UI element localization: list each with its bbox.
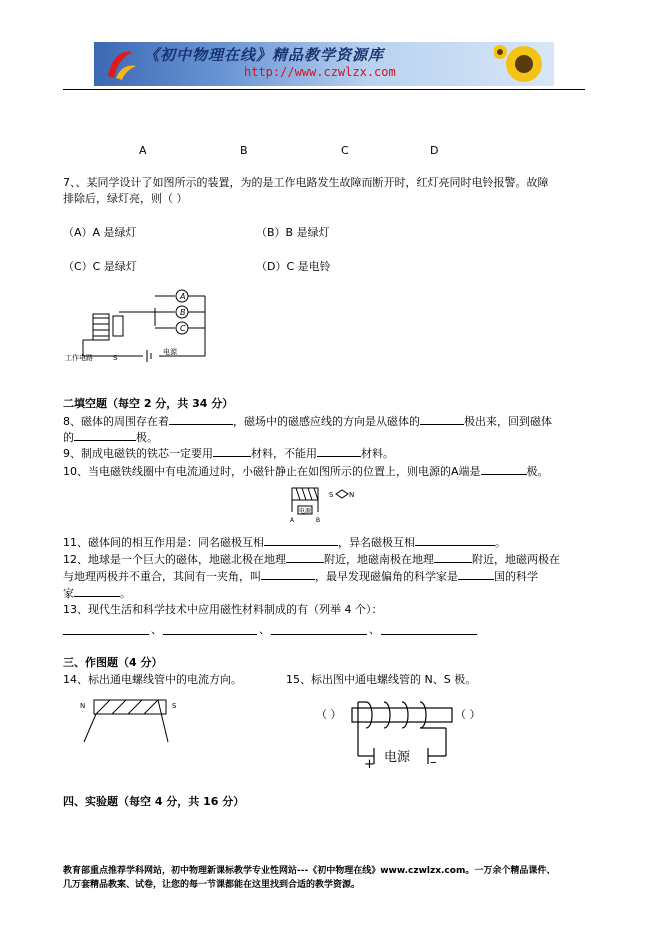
q11-blank-2[interactable] <box>415 534 495 546</box>
section2-heading: 二填空题（每空 2 分，共 34 分） <box>63 397 234 410</box>
q7-option-a: （A）A 是绿灯 <box>63 226 137 239</box>
q10-fig-source: 电源 <box>299 508 312 515</box>
q9-blank-2[interactable] <box>317 445 361 457</box>
q15-solenoid-diagram <box>348 694 458 768</box>
q9-text-b: 材料，不能用 <box>251 447 317 460</box>
q9-line <box>63 445 394 461</box>
q12-text-e: ，最早发现磁偏角的科学家是 <box>315 570 458 583</box>
footer-line1: 教育部重点推荐学科网站，初中物理新课标教学专业性网站---《初中物理在线》www.czwlzx.com。一万余个精品课件、 <box>63 866 556 876</box>
banner-url: http://www.czwlzx.com <box>244 65 396 79</box>
q13-answer-blanks <box>63 623 477 635</box>
q13-sep-2: 、 <box>259 623 270 636</box>
q9-text-c: 材料。 <box>361 447 394 460</box>
section3-heading: 三、作图题（4 分） <box>63 656 163 669</box>
q10-blank[interactable] <box>481 463 527 475</box>
option-c: C <box>341 144 349 157</box>
q14-fig-s: S <box>172 702 177 710</box>
q12-text-f: 国的科学 <box>494 570 538 583</box>
q8-text-b: ，磁场中的磁感应线的方向是从磁体的 <box>233 415 420 428</box>
q12-line2 <box>63 568 538 584</box>
q13-blank-2[interactable] <box>163 623 257 635</box>
q7-fig-switch: S <box>113 354 118 362</box>
q12-blank-3[interactable] <box>261 568 315 580</box>
logo-icon <box>102 46 138 82</box>
q14-text: 14、标出通电螺线管中的电流方向。 <box>63 673 242 686</box>
q9-blank-1[interactable] <box>213 445 251 457</box>
q11-text-a: 11、磁体间的相互作用是：同名磁极互相 <box>63 536 264 549</box>
q12-text-d: 与地理两极并不重合，其间有一夹角，叫 <box>63 570 261 583</box>
q8-text-d: 的 <box>63 431 74 444</box>
q14-solenoid-diagram <box>76 696 186 746</box>
q10-fig-n: N <box>349 491 355 499</box>
q12-text-g: 家 <box>63 587 74 600</box>
q12-blank-1[interactable] <box>286 551 324 563</box>
q10-fig-a: A <box>290 517 295 524</box>
q7-fig-a: A <box>180 292 186 301</box>
sunflower-icon <box>494 42 554 86</box>
header-rule <box>63 89 585 90</box>
q13-blank-4[interactable] <box>381 623 477 635</box>
banner-title: 《初中物理在线》精品教学资源库 <box>144 46 385 64</box>
q7-fig-b: B <box>180 308 186 317</box>
q8-text-c: 极出来，回到磁体 <box>464 415 552 428</box>
q7-option-d: （D）C 是电铃 <box>256 260 331 273</box>
q12-text-b: 附近，地磁南极在地理 <box>324 553 434 566</box>
q11-text-b: ，异名磁极互相 <box>338 536 415 549</box>
q12-blank-2[interactable] <box>434 551 472 563</box>
q10-electromagnet-diagram <box>286 484 366 524</box>
q9-text-a: 9、制成电磁铁的铁芯一定要用 <box>63 447 213 460</box>
q13-blank-1[interactable] <box>63 623 149 635</box>
q12-text-c: 附近，地磁两极在 <box>472 553 560 566</box>
q12-line3 <box>63 585 131 601</box>
option-d: D <box>430 144 439 157</box>
q10-line <box>63 463 549 479</box>
q12-blank-4[interactable] <box>458 568 494 580</box>
q15-blank-right[interactable]: （ ） <box>455 708 481 721</box>
q10-fig-s: S <box>329 491 334 499</box>
q7-line2: 排除后，绿灯亮，则（ ） <box>63 192 188 205</box>
q7-line1: 7、、某同学设计了如图所示的装置，为的是工作电路发生故障而断开时，红灯亮同时电铃报警。故障 <box>63 176 549 189</box>
q7-relay-diagram <box>63 286 213 366</box>
q8-blank-1[interactable] <box>169 413 233 425</box>
q11-blank-1[interactable] <box>264 534 338 546</box>
q15-fig-minus: – <box>430 755 437 768</box>
q7-option-b: （B）B 是绿灯 <box>256 226 330 239</box>
q8-line1 <box>63 413 552 429</box>
section4-heading: 四、实验题（每空 4 分，共 16 分） <box>63 795 245 808</box>
q13-sep-1: 、 <box>151 623 162 636</box>
q11-line <box>63 534 506 550</box>
q13-sep-3: 、 <box>369 623 380 636</box>
q15-text: 15、标出图中通电螺线管的 N、S 极。 <box>286 673 477 686</box>
q15-fig-plus: + <box>364 757 375 768</box>
q7-fig-c: C <box>180 324 186 333</box>
option-a: A <box>139 144 147 157</box>
q15-blank-left[interactable]: （ ） <box>316 708 342 721</box>
q7-fig-work-circuit: 工作电路 <box>65 354 93 362</box>
q12-text-a: 12、地球是一个巨大的磁体，地磁北极在地理 <box>63 553 286 566</box>
q7-fig-source: 电源 <box>163 348 177 356</box>
q10-fig-b: B <box>316 517 321 524</box>
q12-line1 <box>63 551 560 567</box>
q8-text-e: 极。 <box>136 431 158 444</box>
header-banner <box>94 42 554 86</box>
q15-fig-source: 电源 <box>384 750 411 765</box>
q13-line: 13、现代生活和科学技术中应用磁性材料制成的有（列举 4 个）： <box>63 603 383 616</box>
q8-text-a: 8、磁体的周围存在着 <box>63 415 169 428</box>
q14-fig-n: N <box>80 702 86 710</box>
q8-blank-3[interactable] <box>74 429 136 441</box>
footer-line2: 几万套精品教案、试卷，让您的每一节课都能在这里找到合适的教学资源。 <box>63 880 361 890</box>
q10-text-b: 极。 <box>526 465 549 478</box>
q8-blank-2[interactable] <box>420 413 464 425</box>
q8-line2 <box>63 429 158 445</box>
q12-blank-5[interactable] <box>74 585 120 597</box>
option-b: B <box>240 144 248 157</box>
q13-blank-3[interactable] <box>271 623 367 635</box>
q10-text-a: 10、当电磁铁线圈中有电流通过时，小磁针静止在如图所示的位置上，则电源的A端是 <box>63 465 481 478</box>
q7-option-c: （C）C 是绿灯 <box>63 260 137 273</box>
q12-text-h: 。 <box>120 587 131 600</box>
q11-text-c: 。 <box>495 536 506 549</box>
